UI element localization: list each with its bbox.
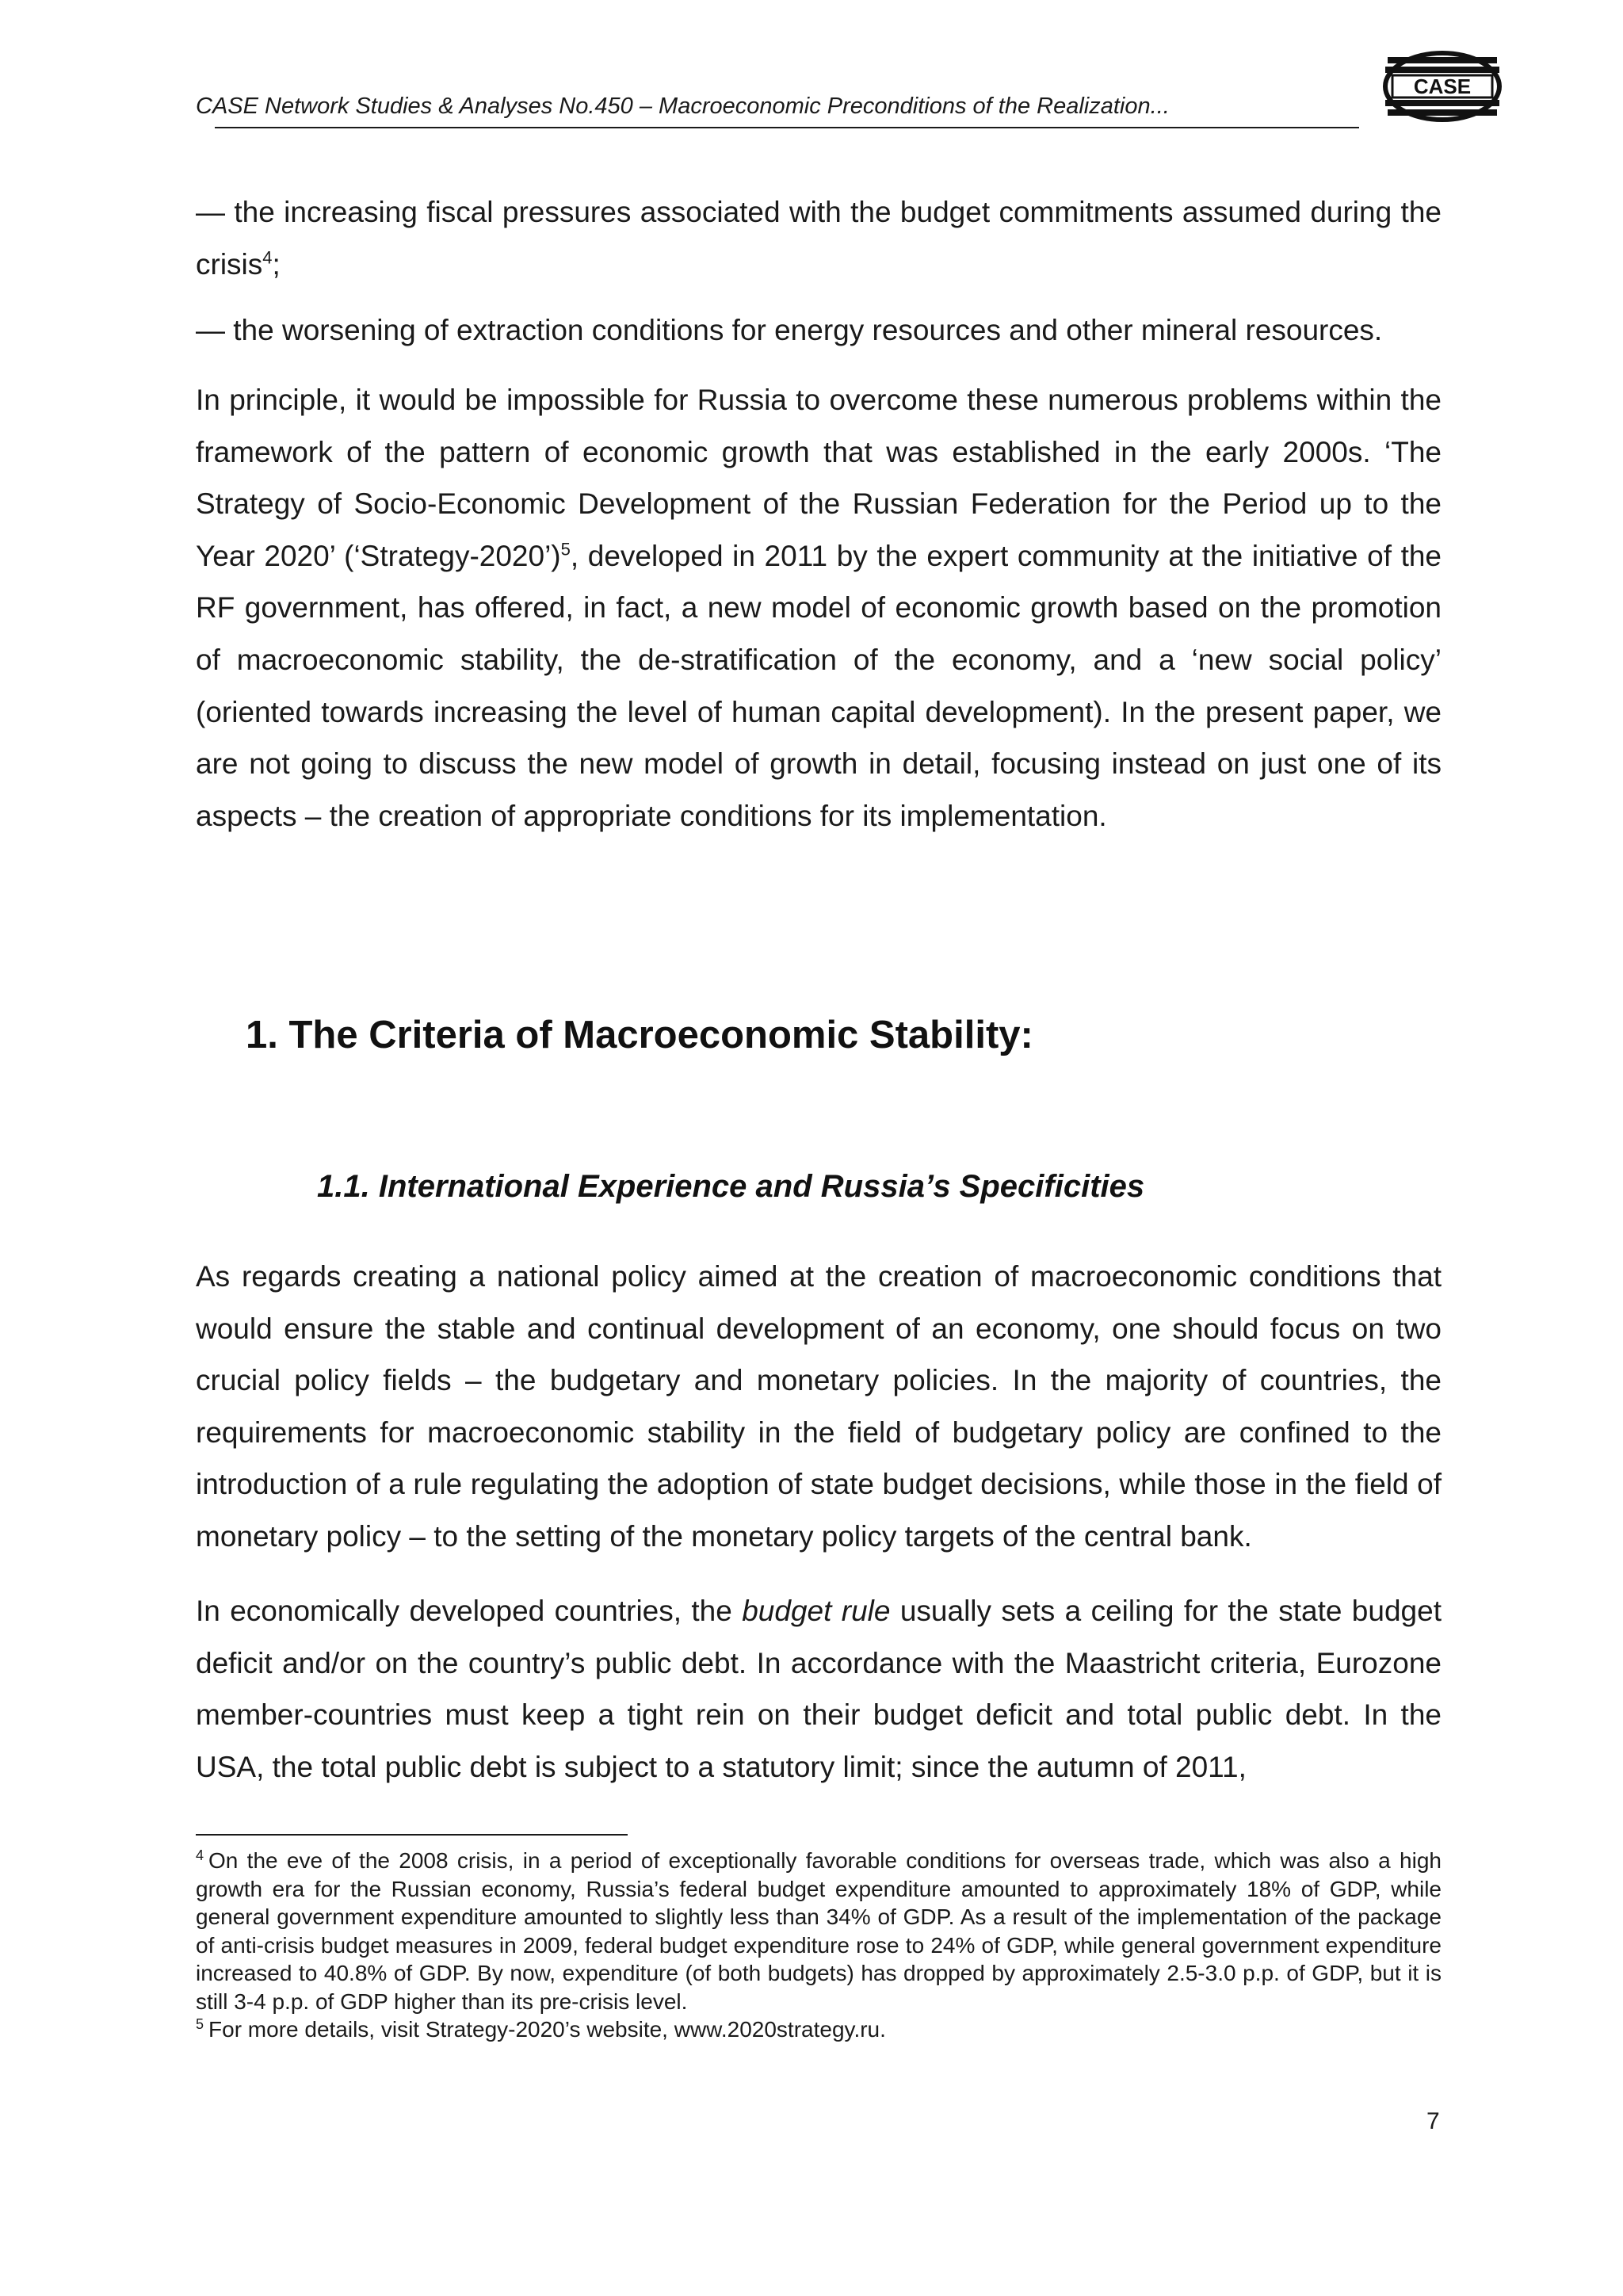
dash-item-extraction: — the worsening of extraction conditions for energy resources and other mineral resources. <box>196 314 1383 346</box>
case-logo <box>1383 49 1502 124</box>
footnotes <box>196 1847 1442 2044</box>
intro-block <box>196 186 1442 290</box>
svg-text:CASE: CASE <box>1413 74 1472 98</box>
footnote-rule <box>196 1834 628 1836</box>
subsection-heading: 1.1. International Experience and Russia’s Specificities <box>317 1169 1145 1204</box>
page-number: 7 <box>1426 2108 1440 2134</box>
section-paragraph-1: As regards creating a national policy aimed at the creation of macroeconomic conditions that would ensure the stable and continual development of an economy, one should focus on two crucial policy fields – the budgetary and monetary policies. In the majority of countries, the requirements for macroeconomic stability in the field of budgetary policy are confined to the introduction of a rule regulating the adoption of state budget decisions, while those in the field of monetary policy – to the setting of the monetary policy targets of the central bank. <box>196 1260 1442 1553</box>
budget-rule-term: budget rule <box>742 1595 891 1627</box>
header-rule <box>215 127 1359 128</box>
footnote-ref-4[interactable]: 4 <box>262 247 273 268</box>
intro-paragraph: In principle, it would be impossible for Russia to overcome these numerous problems within the framework of the pattern of economic growth that was established in the early 2000s. ‘The Strategy of Socio-Economic Development of the Russian Federation for the Period up to the Year 2020’ (‘Strategy-2020’)$^5$, developed in 2011 by the expert community at the initiative of the RF government, has offered, in fact, a new model of economic growth based on the promotion of macroeconomic stability, the de-stratification of the economy, and a ‘new social policy’ (oriented towards increasing the level of human capital development). In the present paper, we are not going to discuss the new model of growth in detail, focusing instead on just one of its aspects – the creation of appropriate conditions for its implementation. <box>196 384 1442 832</box>
section-paragraph-2: In economically developed countries, the budget rule usually sets a ceiling for the state budget deficit and/or on the country’s public debt. In accordance with the Maastricht criteria, Eurozone member-countries must keep a tight rein on their budget deficit and total public debt. In the USA, the total public debt is subject to a statutory limit; since the autumn of 2011, <box>196 1595 1442 1783</box>
dash-item-fiscal: — the increasing fiscal pressures associated with the budget commitments assumed during the crisis$^4$; <box>196 196 1442 281</box>
footnote-ref-5[interactable]: 5 <box>560 539 571 560</box>
footnote-5: $^5$ For more details, visit Strategy-2020’s website, www.2020strategy.ru. <box>196 2015 886 2042</box>
footnote-4: $^4$ On the eve of the 2008 crisis, in a period of exceptionally favorable conditions for overseas trade, which was also a high growth era for the Russian economy, Russia’s federal budget expenditure amounted to approximately 18% of GDP, while general government expenditure amounted to slightly less than 34% of GDP. As a result of the implementation of the package of anti-crisis budget measures in 2009, federal budget expenditure rose to 24% of GDP, while general government expenditure increased to 40.8% of GDP. By now, expenditure (of both budgets) has dropped by approximately 2.5-3.0 p.p. of GDP, but it is still 3-4 p.p. of GDP higher than its pre-crisis level. <box>196 1847 1442 2014</box>
running-header: CASE Network Studies & Analyses No.450 – Macroeconomic Preconditions of the Realization... <box>196 94 1170 119</box>
section-heading: 1. The Criteria of Macroeconomic Stability: <box>246 1014 1033 1056</box>
